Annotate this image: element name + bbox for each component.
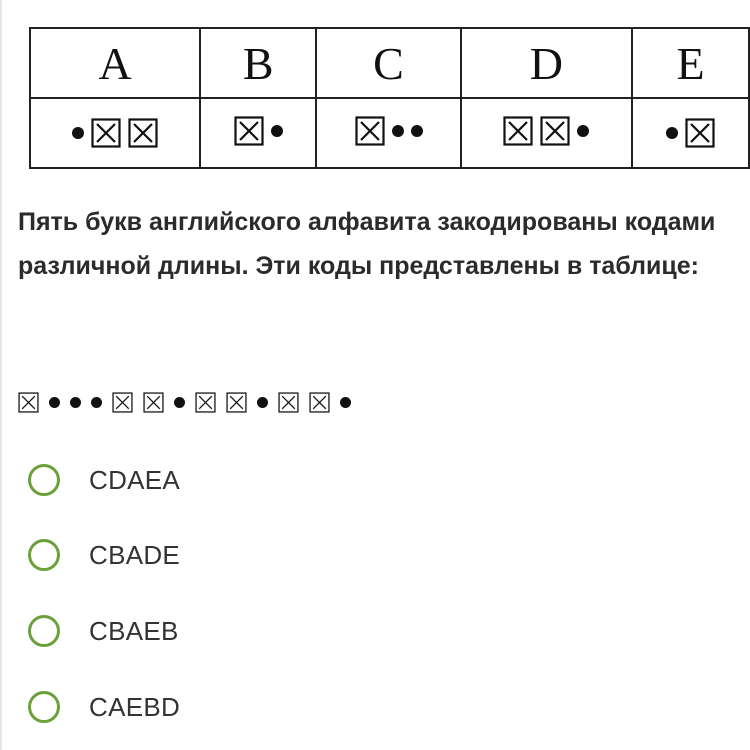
crossed-box-icon xyxy=(234,116,264,146)
dot-icon xyxy=(392,125,404,137)
code-table xyxy=(29,27,750,169)
code-cell xyxy=(200,98,316,168)
radio-button[interactable] xyxy=(28,464,60,496)
dot-icon xyxy=(666,127,678,139)
crossed-box-icon xyxy=(355,116,385,146)
letter-cell: D xyxy=(461,28,632,98)
answer-option[interactable] xyxy=(28,687,180,727)
dot-icon xyxy=(49,397,60,408)
crossed-box-icon xyxy=(540,116,570,146)
dot-icon xyxy=(72,127,84,139)
crossed-box-icon xyxy=(112,392,133,413)
dot-icon xyxy=(577,125,589,137)
question-text: Пять букв английского алфавита закодированы кодами различной длины. Эти коды представлены в таблице: xyxy=(18,208,716,280)
crossed-box-icon xyxy=(128,118,158,148)
radio-button[interactable] xyxy=(28,691,60,723)
crossed-box-icon xyxy=(91,118,121,148)
crossed-box-icon xyxy=(503,116,533,146)
crossed-box-icon xyxy=(195,392,216,413)
radio-button[interactable] xyxy=(28,615,60,647)
code-cell xyxy=(316,98,461,168)
dot-icon xyxy=(271,125,283,137)
encoded-message xyxy=(18,388,351,416)
option-label: CAEBD xyxy=(89,691,181,722)
code-cell xyxy=(461,98,632,168)
crossed-box-icon xyxy=(226,392,247,413)
dot-icon xyxy=(257,397,268,408)
code-cell xyxy=(632,98,749,168)
dot-icon xyxy=(174,397,185,408)
radio-button[interactable] xyxy=(28,539,60,571)
letter-cell: E xyxy=(632,28,749,98)
answer-option[interactable] xyxy=(28,611,179,651)
left-border xyxy=(0,0,2,750)
crossed-box-icon xyxy=(278,392,299,413)
answer-option[interactable] xyxy=(28,460,180,500)
letter-cell: B xyxy=(200,28,316,98)
dot-icon xyxy=(411,125,423,137)
crossed-box-icon xyxy=(685,118,715,148)
dot-icon xyxy=(70,397,81,408)
letter-cell: C xyxy=(316,28,461,98)
answer-option[interactable] xyxy=(28,535,180,575)
code-table-codes-row xyxy=(30,98,749,168)
dot-icon xyxy=(340,397,351,408)
code-table-header-row xyxy=(30,28,749,98)
option-label: CBADE xyxy=(89,539,181,570)
option-label: CDAEA xyxy=(89,464,181,495)
letter-cell: A xyxy=(30,28,200,98)
crossed-box-icon xyxy=(309,392,330,413)
dot-icon xyxy=(91,397,102,408)
crossed-box-icon xyxy=(18,392,39,413)
code-cell xyxy=(30,98,200,168)
crossed-box-icon xyxy=(143,392,164,413)
option-label: CBAEB xyxy=(89,615,179,646)
